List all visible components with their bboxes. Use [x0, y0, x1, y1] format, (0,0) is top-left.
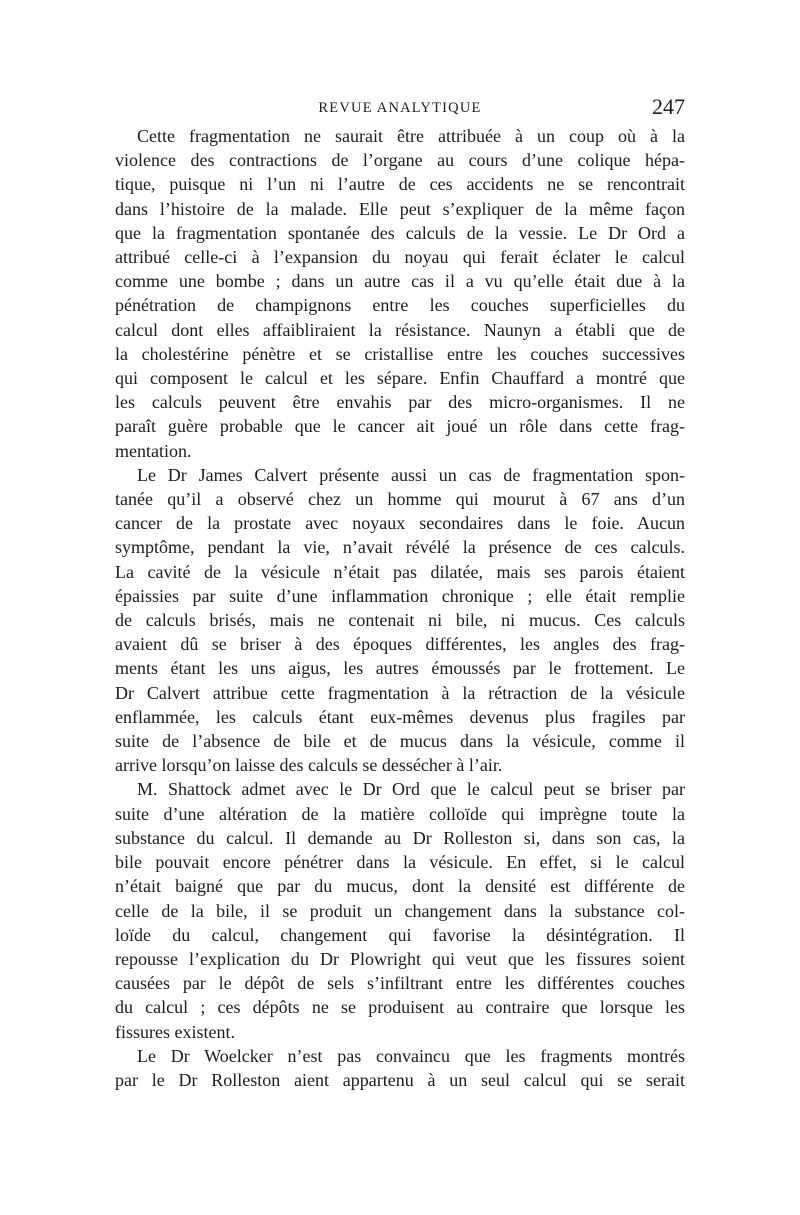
- text-line: cancer de la prostate avec noyaux secondaires dans le foie. Aucun: [115, 513, 685, 534]
- text-line: violence des contractions de l’organe au cours d’une colique hépa-: [115, 150, 685, 171]
- paragraph: [115, 124, 685, 463]
- text-line: tanée qu’il a observé chez un homme qui mourut à 67 ans d’un: [115, 489, 685, 510]
- text-line: enflammée, les calculs étant eux-mêmes devenus plus fragiles par: [115, 706, 685, 727]
- text-line: Cette fragmentation ne saurait être attribuée à un coup où à la: [137, 126, 685, 146]
- text-line: du calcul ; ces dépôts ne se produisent au contraire que lorsque les: [115, 997, 685, 1018]
- text-line: comme une bombe ; dans un autre cas il a vu qu’elle était due à la: [115, 271, 685, 292]
- text-line: avaient dû se briser à des époques différentes, les angles des frag-: [115, 634, 685, 655]
- text-line: pénétration de champignons entre les couches superficielles du: [115, 295, 685, 316]
- text-line: calcul dont elles affaibliraient la résistance. Naunyn a établi que de: [115, 319, 685, 340]
- paragraph: [115, 1044, 685, 1092]
- text-line: les calculs peuvent être envahis par des micro-organismes. Il ne: [115, 392, 685, 413]
- text-line: celle de la bile, il se produit un changement dans la substance col-: [115, 900, 685, 921]
- paragraph: [115, 463, 685, 778]
- page-number: 247: [652, 94, 685, 119]
- text-line: dans l’histoire de la malade. Elle peut s’expliquer de la même façon: [115, 198, 685, 219]
- text-line: que la fragmentation spontanée des calculs de la vessie. Le Dr Ord a: [115, 222, 685, 243]
- text-line: attribué celle-ci à l’expansion du noyau qui ferait éclater le calcul: [115, 247, 685, 268]
- text-line: tique, puisque ni l’un ni l’autre de ces accidents ne se rencontrait: [115, 174, 685, 195]
- text-line: causées par le dépôt de sels s’infiltrant entre les différentes couches: [115, 973, 685, 994]
- text-line: la cholestérine pénètre et se cristallise entre les couches successives: [115, 343, 685, 364]
- text-line: repousse l’explication du Dr Plowright qui veut que les fissures soient: [115, 948, 685, 969]
- text-line: ments étant les uns aigus, les autres émoussés par le frottement. Le: [115, 658, 685, 679]
- text-line: fissures existent.: [115, 1021, 235, 1042]
- text-line: qui composent le calcul et les sépare. Enfin Chauffard a montré que: [115, 368, 685, 389]
- text-line: de calculs brisés, mais ne contenait ni bile, ni mucus. Ces calculs: [115, 610, 685, 631]
- running-head: [115, 92, 685, 124]
- paragraph: [115, 777, 685, 1043]
- text-line: La cavité de la vésicule n’était pas dilatée, mais ses parois étaient: [115, 561, 685, 582]
- text-line: M. Shattock admet avec le Dr Ord que le calcul peut se briser par: [137, 779, 685, 800]
- text-line: épaissies par suite d’une inflammation chronique ; elle était remplie: [115, 585, 685, 606]
- running-title: REVUE ANALYTIQUE: [318, 100, 482, 116]
- text-line: loïde du calcul, changement qui favorise la désintégration. Il: [115, 924, 685, 945]
- text-line: n’était baigné que par du mucus, dont la densité est différente de: [115, 876, 685, 897]
- text-line: mentation.: [115, 440, 192, 461]
- text-line: bile pouvait encore pénétrer dans la vésicule. En effet, si le calcul: [115, 852, 685, 873]
- text-line: suite de l’absence de bile et de mucus dans la vésicule, comme il: [115, 731, 685, 752]
- text-line: Le Dr Woelcker n’est pas convaincu que les fragments montrés: [137, 1045, 685, 1066]
- text-line: arrive lorsqu’on laisse des calculs se dessécher à l’air.: [115, 755, 503, 776]
- text-line: par le Dr Rolleston aient appartenu à un seul calcul qui se serait: [115, 1069, 685, 1090]
- text-line: symptôme, pendant la vie, n’avait révélé la présence de ces calculs.: [115, 537, 685, 558]
- text-line: suite d’une altération de la matière colloïde qui imprègne toute la: [115, 803, 685, 824]
- text-line: substance du calcul. Il demande au Dr Rolleston si, dans son cas, la: [115, 827, 685, 848]
- body-text: [115, 124, 685, 1092]
- document-page: [115, 92, 685, 1092]
- text-line: Le Dr James Calvert présente aussi un cas de fragmentation spon-: [137, 464, 685, 485]
- text-line: paraît guère probable que le cancer ait joué un rôle dans cette frag-: [115, 416, 685, 437]
- text-line: Dr Calvert attribue cette fragmentation à la rétraction de la vésicule: [115, 682, 685, 703]
